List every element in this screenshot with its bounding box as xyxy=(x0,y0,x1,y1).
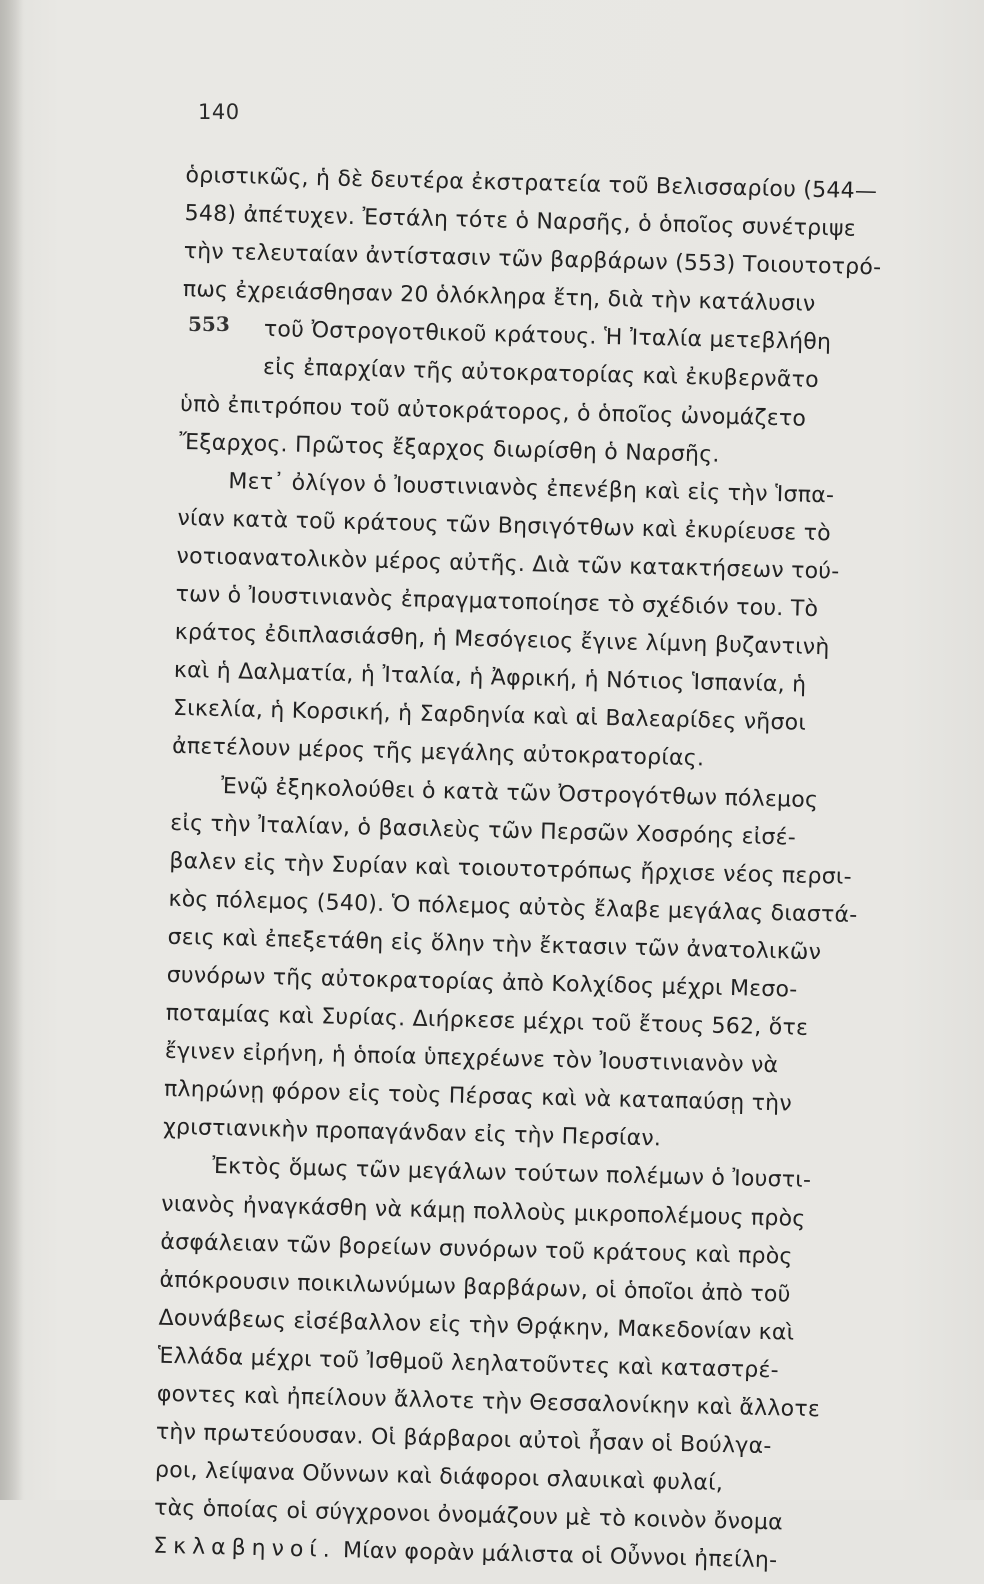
binding-gutter-shadow xyxy=(0,0,24,1500)
text-line: Ἐνῷ ἐξηκολούθει ὁ κατὰ τῶν Ὀστρογότθων πόλεμος xyxy=(220,773,819,813)
text-line: ὁριστικῶς, ἡ δὲ δευτέρα ἐκστρατεία τοῦ Βελισσαρίου (544— xyxy=(185,162,878,205)
text-line: τὴν τελευταίαν ἀντίστασιν τῶν βαρβάρων (553) Τοιουτοτρό- xyxy=(183,239,882,281)
text-line: κράτος ἐδιπλασιάσθη, ἡ Μεσόγειος ἔγινε λίμνη βυζαντινὴ xyxy=(174,619,830,661)
text-line: ροι, λείψανα Οὔννων καὶ διάφοροι σλαυικαὶ φυλαί, xyxy=(154,1457,724,1497)
text-line: εἰς ἐπαρχίαν τῆς αὐτοκρατορίας καὶ ἐκυβερνᾶτο xyxy=(262,355,820,394)
text-line: ἀσφάλειαν τῶν βορείων συνόρων τοῦ κράτους καὶ πρὸς xyxy=(160,1229,793,1270)
text-line: ἀπόκρουσιν ποικιλωνύμων βαρβάρων, οἱ ὁποῖοι ἀπὸ τοῦ xyxy=(159,1267,791,1308)
text-line: τὴν πρωτεύουσαν. Οἱ βάρβαροι αὐτοὶ ἦσαν οἱ Βούλγα- xyxy=(155,1419,772,1460)
text-line: Σικελία, ἡ Κορσική, ἡ Σαρδηνία καὶ αἱ Βαλεαρίδες νῆσοι xyxy=(172,696,807,737)
text-line: ποταμίας καὶ Συρίας. Διήρκεσε μέχρι τοῦ ἔτους 562, ὅτε xyxy=(165,1000,809,1041)
text-line: πως ἐχρειάσθησαν 20 ὁλόκληρα ἔτη, διὰ τὴν κατάλυσιν xyxy=(182,277,816,318)
text-line: σεις καὶ ἐπεξετάθη εἰς ὅλην τὴν ἔκτασιν τῶν ἀνατολικῶν xyxy=(167,924,822,966)
text-line: ἀπετέλουν μέρος τῆς μεγάλης αὐτοκρατορίας. xyxy=(171,734,705,772)
text-line: Δουνάβεως εἰσέβαλλον εἰς τὴν Θρᾴκην, Μακεδονίαν καὶ xyxy=(158,1305,795,1346)
text-line: Μετ᾽ ὀλίγον ὁ Ἰουστινιανὸς ἐπενέβη καὶ εἰς τὴν Ἱσπα- xyxy=(228,468,835,509)
text-line: κὸς πόλεμος (540). Ὁ πόλεμος αὐτὸς ἔλαβε μεγάλας διαστά- xyxy=(168,886,858,928)
text-line: καὶ ἡ Δαλματία, ἡ Ἰταλία, ἡ Ἀφρική, ἡ Νότιος Ἱσπανία, ἡ xyxy=(173,658,807,698)
text-line: ἔγινεν εἰρήνη, ἡ ὁποία ὑπεχρέωνε τὸν Ἰουστινιανὸν νὰ xyxy=(164,1038,779,1079)
margin-date-note: 553 xyxy=(188,312,230,336)
text-line: νίαν κατὰ τοῦ κράτους τῶν Βησιγότθων καὶ ἐκυρίευσε τὸ xyxy=(177,505,832,547)
text-line: φοντες καὶ ἠπείλουν ἄλλοτε τὴν Θεσσαλονίκην καὶ ἄλλοτε xyxy=(156,1381,821,1423)
text-line: ὑπὸ ἐπιτρόπου τοῦ αὐτοκράτορος, ὁ ὁποῖος ὠνομάζετο xyxy=(179,391,807,432)
spaced-term: Σκλαβηνοί. xyxy=(152,1533,337,1564)
text-line: των ὁ Ἰουστινιανὸς ἐπραγματοποίησε τὸ σχέδιόν του. Τὸ xyxy=(175,581,819,623)
text-line-tail: Μίαν φορὰν μάλιστα οἱ Οὖννοι ἠπείλη- xyxy=(335,1538,778,1574)
text-line: Ἔξαρχος. Πρῶτος ἔξαρχος διωρίσθη ὁ Ναρσῆς. xyxy=(178,429,720,468)
text-line: 548) ἀπέτυχεν. Ἐστάλη τότε ὁ Ναρσῆς, ὁ ὁποῖος συνέτριψε xyxy=(184,201,857,242)
page-number: 140 xyxy=(198,100,240,124)
text-line: Ἐκτὸς ὅμως τῶν μεγάλων τούτων πολέμων ὁ Ἰουστι- xyxy=(211,1154,812,1194)
text-line: συνόρων τῆς αὐτοκρατορίας ἀπὸ Κολχίδος μέχρι Μεσο- xyxy=(166,962,798,1003)
text-line: χριστιανικὴν προπαγάνδαν εἰς τὴν Περσίαν. xyxy=(162,1115,662,1152)
text-line: νιανὸς ἠναγκάσθη νὰ κάμῃ πολλοὺς μικροπολέμους πρὸς xyxy=(161,1191,806,1232)
text-line: εἰς τὴν Ἰταλίαν, ὁ βασιλεὺς τῶν Περσῶν Χοσρόης εἰσέ- xyxy=(170,810,797,851)
text-line: πληρώνῃ φόρον εἰς τοὺς Πέρσας καὶ νὰ καταπαύσῃ τὴν xyxy=(163,1076,793,1117)
body-text xyxy=(153,157,956,1584)
text-line: Ἑλλάδα μέχρι τοῦ Ἰσθμοῦ λεηλατοῦντες καὶ καταστρέ- xyxy=(157,1343,780,1384)
text-line: τοῦ Ὀστρογοτθικοῦ κράτους. Ἡ Ἰταλία μετεβλήθη xyxy=(263,317,832,356)
text-line: νοτιοανατολικὸν μέρος αὐτῆς. Διὰ τῶν κατακτήσεων τού- xyxy=(176,543,840,585)
text-line: βαλεν εἰς τὴν Συρίαν καὶ τοιουτοτρόπως ἤρχισε νέος περσι- xyxy=(169,848,853,890)
text-line: τὰς ὁποίας οἱ σύγχρονοι ὀνομάζουν μὲ τὸ κοινὸν ὄνομα xyxy=(153,1495,784,1536)
